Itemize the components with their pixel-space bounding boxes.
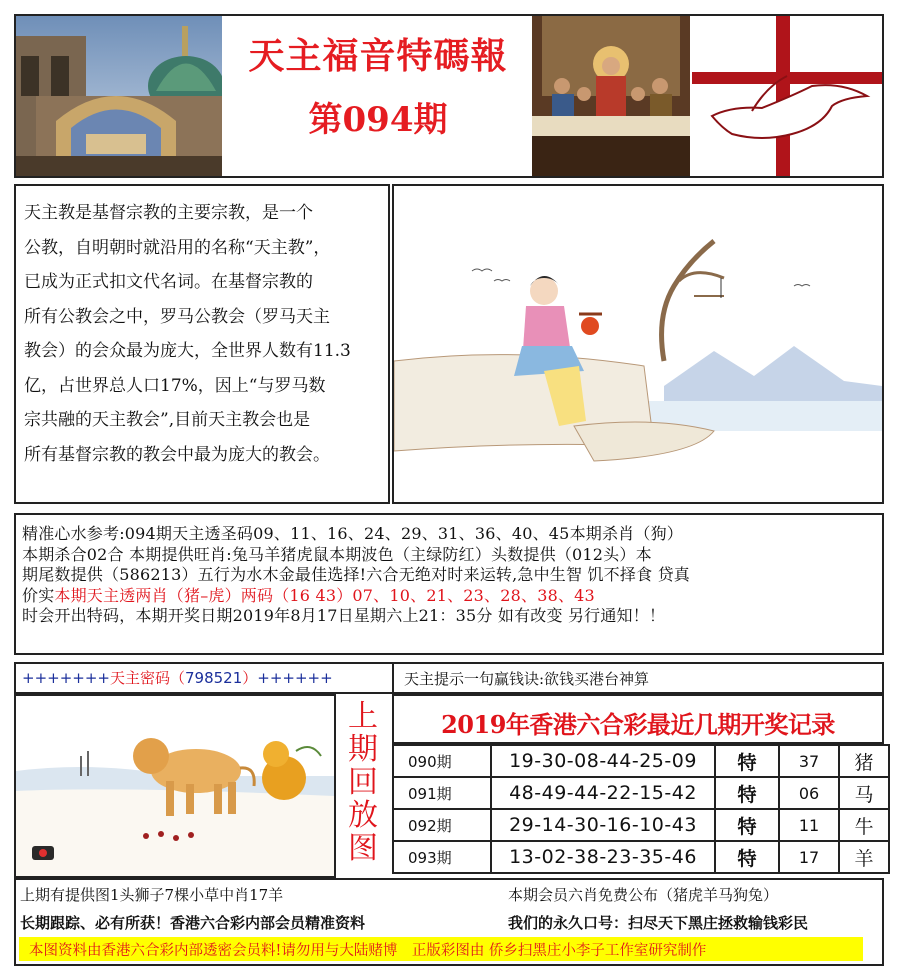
result-special-number: 06 <box>779 777 839 809</box>
result-row <box>393 745 889 777</box>
result-special-label: 特 <box>715 745 779 777</box>
result-special-number: 37 <box>779 745 839 777</box>
plus-left: +++++++ <box>22 669 110 687</box>
notice-text: 本图资料由香港六合彩内部透密会员料!请勿用与大陆赌博 正版彩图由 侨乡扫黑庄小李子工作室研究制作 <box>29 943 707 959</box>
result-special-label: 特 <box>715 841 779 873</box>
intro-line: 公教，自明朝时就沿用的名称“天主教”， <box>24 237 331 258</box>
replay-char: 上 <box>348 700 378 734</box>
result-zodiac: 羊 <box>839 841 889 873</box>
result-issue: 092期 <box>393 809 491 841</box>
intro-line: 所有基督宗教的教会中最为庞大的教会。 <box>24 444 330 465</box>
result-special-label: 特 <box>715 777 779 809</box>
notes-line-1: 精准心水参考:094期天主透圣码09、11、16、24、29、31、36、40、45本期杀肖（狗） <box>22 524 683 543</box>
page-title: 天主福音特碼報 <box>248 35 508 77</box>
cross-dove-image <box>692 16 882 176</box>
result-zodiac: 马 <box>839 777 889 809</box>
footer-right-1: 本期会员六肖免费公布（猪虎羊马狗兔） <box>508 886 779 904</box>
secret-code-label: 天主密码（ <box>109 669 185 687</box>
notes-line-4-prefix: 价实 <box>22 585 55 605</box>
result-row <box>393 809 889 841</box>
footer-left-2: 长期跟踪、必有所获！香港六合彩内部会员精准资料 <box>20 914 366 932</box>
tip-box <box>392 662 884 694</box>
result-issue: 090期 <box>393 745 491 777</box>
replay-label <box>338 700 388 878</box>
religious-painting <box>532 16 690 176</box>
replay-char: 回 <box>348 765 378 800</box>
secret-code-close: ） <box>242 669 258 687</box>
result-numbers: 19-30-08-44-25-09 <box>491 745 715 777</box>
footer-right-2: 我们的永久口号：扫尽天下黑庄拯救输钱彩民 <box>508 914 809 932</box>
result-zodiac: 牛 <box>839 809 889 841</box>
intro-line: 天主教是基督宗教的主要宗教，是一个 <box>24 203 313 223</box>
intro-line: 已成为正式扣文代名词。在基督宗教的 <box>24 272 313 292</box>
result-special-label: 特 <box>715 809 779 841</box>
result-special-number: 17 <box>779 841 839 873</box>
notes-line-2: 本期杀合02合 本期提供旺肖:兔马羊猪虎鼠本期波色（主绿防红）头数提供（012头）本 <box>22 544 652 564</box>
plus-right: ++++++ <box>257 669 333 687</box>
replay-char: 放 <box>348 798 378 833</box>
notes-line-4-highlight: 本期天主透两肖（猪–虎）两码（16 43）07、10、21、23、28、38、43 <box>54 585 595 605</box>
lady-illustration <box>392 184 884 504</box>
notice-bar <box>19 937 863 961</box>
result-numbers: 13-02-38-23-35-46 <box>491 841 715 873</box>
secret-code-box <box>14 662 394 694</box>
footer-left-1: 上期有提供图1头狮子7棵小草中肖17羊 <box>20 886 284 904</box>
results-header <box>392 694 884 744</box>
secret-code-value: 798521 <box>185 669 243 687</box>
notes-line-5: 时会开出特码，本期开奖日期2019年8月17日星期六上21：35分 如有改变 另行通知！！ <box>22 606 666 625</box>
result-row <box>393 777 889 809</box>
lion-illustration <box>14 694 336 878</box>
intro-line: 所有公教会之中，罗马公教会（罗马天主 <box>24 306 330 327</box>
cathedral-image <box>16 16 222 176</box>
result-numbers: 48-49-44-22-15-42 <box>491 777 715 809</box>
replay-char: 期 <box>348 732 378 767</box>
intro-line: 亿，占世界总人口17%，因上“与罗马数 <box>24 375 326 396</box>
result-issue: 091期 <box>393 777 491 809</box>
issue-number: 第094期 <box>308 100 448 140</box>
notes-line-3: 期尾数提供（586213）五行为水木金最佳选择!六合无绝对时来运转,急中生智 饥不择食 贷真 <box>22 565 690 584</box>
intro-line: 宗共融的天主教会”,目前天主教会也是 <box>24 410 311 430</box>
result-zodiac: 猪 <box>839 745 889 777</box>
results-title: 2019年香港六合彩最近几期开奖记录 <box>441 710 835 739</box>
result-numbers: 29-14-30-16-10-43 <box>491 809 715 841</box>
tip-text: 天主提示一句赢钱诀:欲钱买港台神算 <box>404 670 650 688</box>
intro-text-panel <box>14 184 390 504</box>
results-table <box>392 744 890 874</box>
result-issue: 093期 <box>393 841 491 873</box>
intro-line: 教会）的会众最为庞大，全世界人数有11.3 <box>24 341 351 361</box>
notes-line-4 <box>22 586 882 607</box>
prediction-notes-panel <box>14 513 884 655</box>
secret-code-line <box>22 669 333 687</box>
result-row <box>393 841 889 873</box>
replay-char: 图 <box>348 831 378 866</box>
result-special-number: 11 <box>779 809 839 841</box>
